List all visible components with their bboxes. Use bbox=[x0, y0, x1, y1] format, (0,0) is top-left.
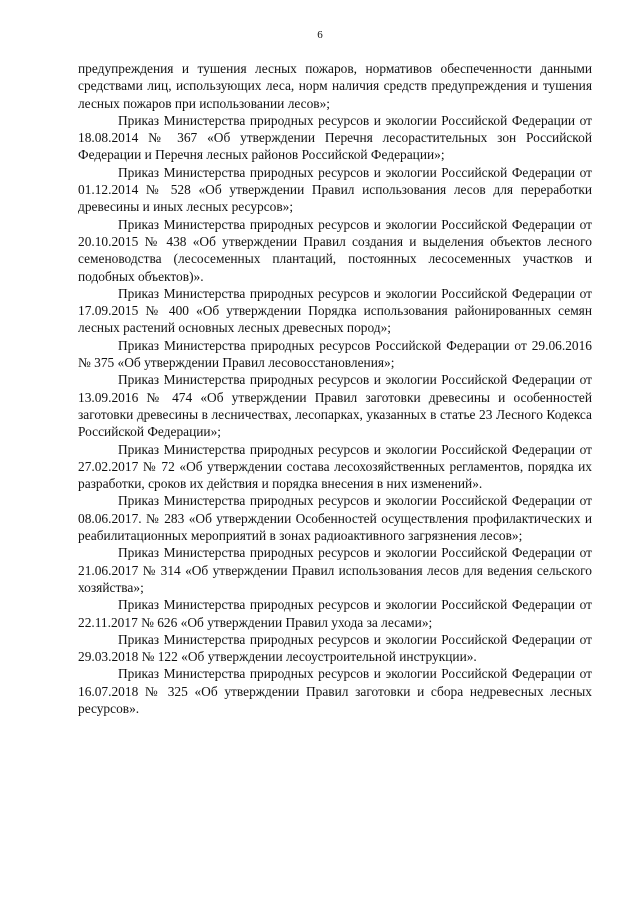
paragraph-order-400: Приказ Министерства природных ресурсов и экологии Российской Федерации от 17.09.2015 № 400 «Об утверждении Порядка использования районированных семян лесных растений основных лесных древесных пород»; bbox=[78, 285, 592, 336]
paragraph-order-314: Приказ Министерства природных ресурсов и экологии Российской Федерации от 21.06.2017 № 314 «Об утверждении Правил использования лесов для ведения сельского хозяйства»; bbox=[78, 545, 592, 595]
paragraph-order-122: Приказ Министерства природных ресурсов и экологии Российской Федерации от 29.03.2018 № 122 «Об утверждении лесоустроительной инструкции». bbox=[78, 631, 592, 665]
paragraph-order-375: Приказ Министерства природных ресурсов Российской Федерации от 29.06.2016 № 375 «Об утверждении Правил лесовосстановления»; bbox=[78, 337, 592, 371]
paragraph-order-283: Приказ Министерства природных ресурсов и экологии Российской Федерации от 08.06.2017. № 283 «Об утверждении Особенностей осуществления профилактических и реабилитационных мероприятий в зонах радиоактивного загрязнения лесов»; bbox=[78, 493, 592, 544]
paragraph-order-626: Приказ Министерства природных ресурсов и экологии Российской Федерации от 22.11.2017 № 626 «Об утверждении Правил ухода за лесами»; bbox=[78, 597, 592, 630]
paragraph-order-72: Приказ Министерства природных ресурсов и экологии Российской Федерации от 27.02.2017 № 72 «Об утверждении состава лесохозяйственных регламентов, порядка их разработки, сроков их действия и порядка внесения в них изменений». bbox=[78, 441, 592, 492]
paragraph-order-325: Приказ Министерства природных ресурсов и экологии Российской Федерации от 16.07.2018 № 325 «Об утверждении Правил заготовки и сбора недревесных лесных ресурсов». bbox=[78, 666, 592, 716]
paragraph-order-528: Приказ Министерства природных ресурсов и экологии Российской Федерации от 01.12.2014 № 528 «Об утверждении Правил использования лесов для переработки древесины и иных лесных ресурсов»; bbox=[78, 164, 592, 215]
paragraph-continuation: предупреждения и тушения лесных пожаров, нормативов обеспеченности данными средствами лиц, использующих леса, норм наличия средств предупреждения и тушения лесных пожаров при использовании лесов»; bbox=[78, 61, 592, 111]
page-number: 6 bbox=[317, 29, 323, 41]
document-body bbox=[78, 60, 592, 717]
paragraph-order-367: Приказ Министерства природных ресурсов и экологии Российской Федерации от 18.08.2014 № 367 «Об утверждении Перечня лесорастительных зон Российской Федерации и Перечня лесных районов Российской Федерации»; bbox=[78, 112, 592, 163]
paragraph-order-474: Приказ Министерства природных ресурсов и экологии Российской Федерации от 13.09.2016 № 474 «Об утверждении Правил заготовки древесины и особенностей заготовки древесины в лесничествах, лесопарках, указанных в статье 23 Лесного Кодекса Российской Федерации»; bbox=[78, 372, 592, 440]
paragraph-order-438: Приказ Министерства природных ресурсов и экологии Российской Федерации от 20.10.2015 № 438 «Об утверждении Правил создания и выделения объектов лесного семеноводства (лесосеменных плантаций, постоянных лесосеменных участков и подобных объектов)». bbox=[78, 216, 592, 284]
